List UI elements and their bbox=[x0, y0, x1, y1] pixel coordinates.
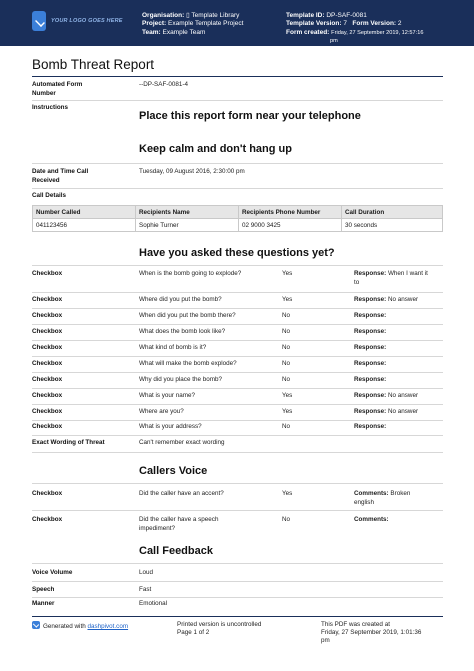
table-header-row bbox=[33, 206, 443, 219]
row-divider bbox=[32, 163, 443, 164]
checkbox-label: Checkbox bbox=[32, 516, 63, 523]
logo-icon bbox=[32, 11, 46, 31]
comment-value: Broken bbox=[390, 490, 411, 497]
pdf-created-label: This PDF was created at bbox=[321, 621, 390, 628]
row-divider bbox=[32, 100, 443, 101]
template-id-label: Template ID: bbox=[286, 12, 325, 19]
dashpivot-icon bbox=[32, 621, 40, 629]
organisation-icon: ▯ bbox=[186, 12, 190, 19]
response-label: Response: bbox=[354, 392, 387, 399]
footer-divider bbox=[32, 616, 443, 617]
page-header bbox=[0, 0, 474, 46]
exact-wording-label: Exact Wording of Threat bbox=[32, 439, 105, 446]
instructions-label: Instructions bbox=[32, 104, 69, 111]
template-version-value: 7 bbox=[343, 20, 347, 28]
instructions-heading-2: Keep calm and don't hang up bbox=[139, 143, 292, 155]
call-details-label: Call Details bbox=[32, 192, 66, 199]
generated-text: Generated with bbox=[43, 623, 86, 630]
pdf-created-date-2: pm bbox=[321, 637, 330, 644]
dashpivot-link[interactable]: dashpivot.com bbox=[87, 623, 129, 630]
voice-volume-label: Voice Volume bbox=[32, 569, 73, 576]
question-response bbox=[354, 312, 446, 321]
automated-form-value: --DP-SAF-0081-4 bbox=[139, 81, 188, 88]
checkbox-label: Checkbox bbox=[32, 296, 63, 303]
checkbox-label: Checkbox bbox=[32, 360, 63, 367]
voice-question-line2: impediment? bbox=[139, 524, 176, 532]
table-header-cell: Call Duration bbox=[342, 206, 443, 219]
page-number: Page 1 of 2 bbox=[177, 629, 210, 636]
table-header-cell: Recipients Name bbox=[136, 206, 239, 219]
table-cell: Sophie Turner bbox=[136, 219, 239, 232]
date-time-label-line2: Received bbox=[32, 176, 60, 184]
company-logo bbox=[32, 11, 123, 31]
voice-comment bbox=[354, 516, 446, 525]
pdf-created-date: Friday, 27 September 2019, 1:01:36 bbox=[321, 629, 422, 636]
question-text: What is your name? bbox=[139, 392, 195, 399]
row-divider bbox=[32, 483, 443, 484]
automated-form-label-line2: Number bbox=[32, 89, 56, 97]
question-answer: Yes bbox=[282, 392, 293, 399]
speech-value: Fast bbox=[139, 586, 152, 593]
footer-printed bbox=[177, 621, 261, 637]
template-id-value: DP-SAF-0081 bbox=[326, 12, 367, 19]
checkbox-label: Checkbox bbox=[32, 328, 63, 335]
form-created-value-2: pm bbox=[330, 38, 338, 45]
exact-wording-value: Can't remember exact wording bbox=[139, 439, 225, 446]
row-divider bbox=[32, 372, 443, 373]
checkbox-label: Checkbox bbox=[32, 408, 63, 415]
call-feedback-heading: Call Feedback bbox=[139, 545, 213, 557]
row-divider bbox=[32, 420, 443, 421]
row-divider bbox=[32, 340, 443, 341]
question-answer: No bbox=[282, 328, 291, 335]
question-response bbox=[354, 270, 446, 287]
checkbox-label: Checkbox bbox=[32, 312, 63, 319]
header-template-info bbox=[286, 12, 466, 46]
response-label: Response: bbox=[354, 423, 387, 430]
voice-question-line1: Did the caller have a speech bbox=[139, 516, 219, 523]
response-value: No answer bbox=[387, 408, 419, 415]
question-response bbox=[354, 328, 446, 337]
organisation-value: Template Library bbox=[191, 12, 240, 19]
table-header-cell: Number Called bbox=[33, 206, 136, 219]
header-project-info bbox=[142, 12, 243, 37]
row-divider bbox=[32, 510, 443, 511]
question-answer: No bbox=[282, 344, 291, 351]
question-answer: No bbox=[282, 312, 291, 319]
response-value-2: to bbox=[354, 278, 360, 286]
row-divider bbox=[32, 563, 443, 564]
page-title: Bomb Threat Report bbox=[32, 57, 155, 72]
response-label: Response: bbox=[354, 408, 387, 415]
question-response bbox=[354, 360, 446, 369]
question-text: When is the bomb going to explode? bbox=[139, 270, 242, 277]
response-label: Response: bbox=[354, 296, 387, 303]
callers-voice-heading: Callers Voice bbox=[139, 465, 208, 477]
voice-volume-value: Loud bbox=[139, 569, 154, 576]
printed-uncontrolled: Printed version is uncontrolled bbox=[177, 621, 262, 628]
call-details-table bbox=[32, 205, 443, 232]
response-value: No answer bbox=[387, 296, 419, 303]
question-answer: No bbox=[282, 376, 291, 383]
template-version-label: Template Version: bbox=[286, 20, 342, 28]
checkbox-label: Checkbox bbox=[32, 392, 63, 399]
comment-value-2: english bbox=[354, 498, 374, 506]
question-text: What will make the bomb explode? bbox=[139, 360, 237, 367]
question-text: What does the bomb look like? bbox=[139, 328, 226, 335]
form-version-value: 2 bbox=[397, 20, 402, 28]
table-cell: 30 seconds bbox=[342, 219, 443, 232]
response-value: No answer bbox=[387, 392, 419, 399]
row-divider bbox=[32, 356, 443, 357]
question-response bbox=[354, 423, 446, 432]
question-answer: Yes bbox=[282, 408, 293, 415]
question-response bbox=[354, 376, 446, 385]
row-divider bbox=[32, 388, 443, 389]
response-label: Response: bbox=[354, 270, 387, 277]
row-divider bbox=[32, 597, 443, 598]
checkbox-label: Checkbox bbox=[32, 344, 63, 351]
date-time-value: Tuesday, 09 August 2016, 2:30:00 pm bbox=[139, 168, 245, 175]
question-answer: No bbox=[282, 423, 291, 430]
row-divider bbox=[32, 188, 443, 189]
question-text: Why did you place the bomb? bbox=[139, 376, 222, 383]
footer-created bbox=[321, 621, 421, 645]
team-label: Team: bbox=[142, 28, 161, 36]
table-cell: 02 9000 3425 bbox=[239, 219, 342, 232]
table-cell: 041123456 bbox=[33, 219, 136, 232]
row-divider bbox=[32, 581, 443, 582]
question-answer: Yes bbox=[282, 296, 293, 303]
date-time-label-line1: Date and Time Call bbox=[32, 168, 89, 175]
checkbox-label: Checkbox bbox=[32, 376, 63, 383]
project-label: Project: bbox=[142, 20, 167, 28]
question-text: When did you put the bomb there? bbox=[139, 312, 236, 319]
date-time-label bbox=[32, 168, 88, 185]
footer-generated bbox=[32, 621, 128, 631]
question-response bbox=[354, 296, 446, 305]
table-header-cell: Recipients Phone Number bbox=[239, 206, 342, 219]
project-value: Example Template Project bbox=[168, 20, 244, 28]
question-response bbox=[354, 408, 446, 417]
team-value: Example Team bbox=[162, 28, 206, 36]
row-divider bbox=[32, 265, 443, 266]
form-created-value: Friday, 27 September 2019, 12:57:16 bbox=[331, 29, 424, 36]
question-response bbox=[354, 392, 446, 401]
row-divider bbox=[32, 308, 443, 309]
form-version-label: Form Version: bbox=[352, 20, 397, 28]
row-divider bbox=[32, 435, 443, 436]
row-divider bbox=[32, 324, 443, 325]
table-row bbox=[33, 219, 443, 232]
automated-form-label bbox=[32, 81, 82, 98]
question-text: What is your address? bbox=[139, 423, 202, 430]
logo-text: YOUR LOGO GOES HERE bbox=[51, 18, 123, 24]
question-answer: Yes bbox=[282, 270, 293, 277]
question-response bbox=[354, 344, 446, 353]
response-label: Response: bbox=[354, 376, 387, 383]
instructions-heading-1: Place this report form near your telephone bbox=[139, 110, 361, 122]
comments-label: Comments: bbox=[354, 516, 389, 523]
response-label: Response: bbox=[354, 360, 387, 367]
row-divider bbox=[32, 292, 443, 293]
response-label: Response: bbox=[354, 328, 387, 335]
response-value: When I want it bbox=[387, 270, 428, 277]
checkbox-label: Checkbox bbox=[32, 490, 63, 497]
question-text: Where are you? bbox=[139, 408, 184, 415]
automated-form-label-line1: Automated Form bbox=[32, 81, 83, 88]
voice-question bbox=[139, 516, 218, 533]
speech-label: Speech bbox=[32, 586, 55, 593]
voice-question: Did the caller have an accent? bbox=[139, 490, 224, 497]
voice-answer: Yes bbox=[282, 490, 293, 497]
row-divider bbox=[32, 452, 443, 453]
voice-answer: No bbox=[282, 516, 291, 523]
comments-label: Comments: bbox=[354, 490, 389, 497]
questions-heading: Have you asked these questions yet? bbox=[139, 247, 335, 259]
question-answer: No bbox=[282, 360, 291, 367]
manner-value: Emotional bbox=[139, 600, 168, 607]
voice-comment bbox=[354, 490, 446, 507]
row-divider bbox=[32, 404, 443, 405]
response-label: Response: bbox=[354, 312, 387, 319]
title-divider bbox=[32, 76, 443, 77]
checkbox-label: Checkbox bbox=[32, 423, 63, 430]
question-text: Where did you put the bomb? bbox=[139, 296, 222, 303]
form-created-label: Form created: bbox=[286, 28, 330, 36]
checkbox-label: Checkbox bbox=[32, 270, 63, 277]
manner-label: Manner bbox=[32, 600, 55, 607]
question-text: What kind of bomb is it? bbox=[139, 344, 207, 351]
organisation-label: Organisation: bbox=[142, 12, 185, 19]
response-label: Response: bbox=[354, 344, 387, 351]
